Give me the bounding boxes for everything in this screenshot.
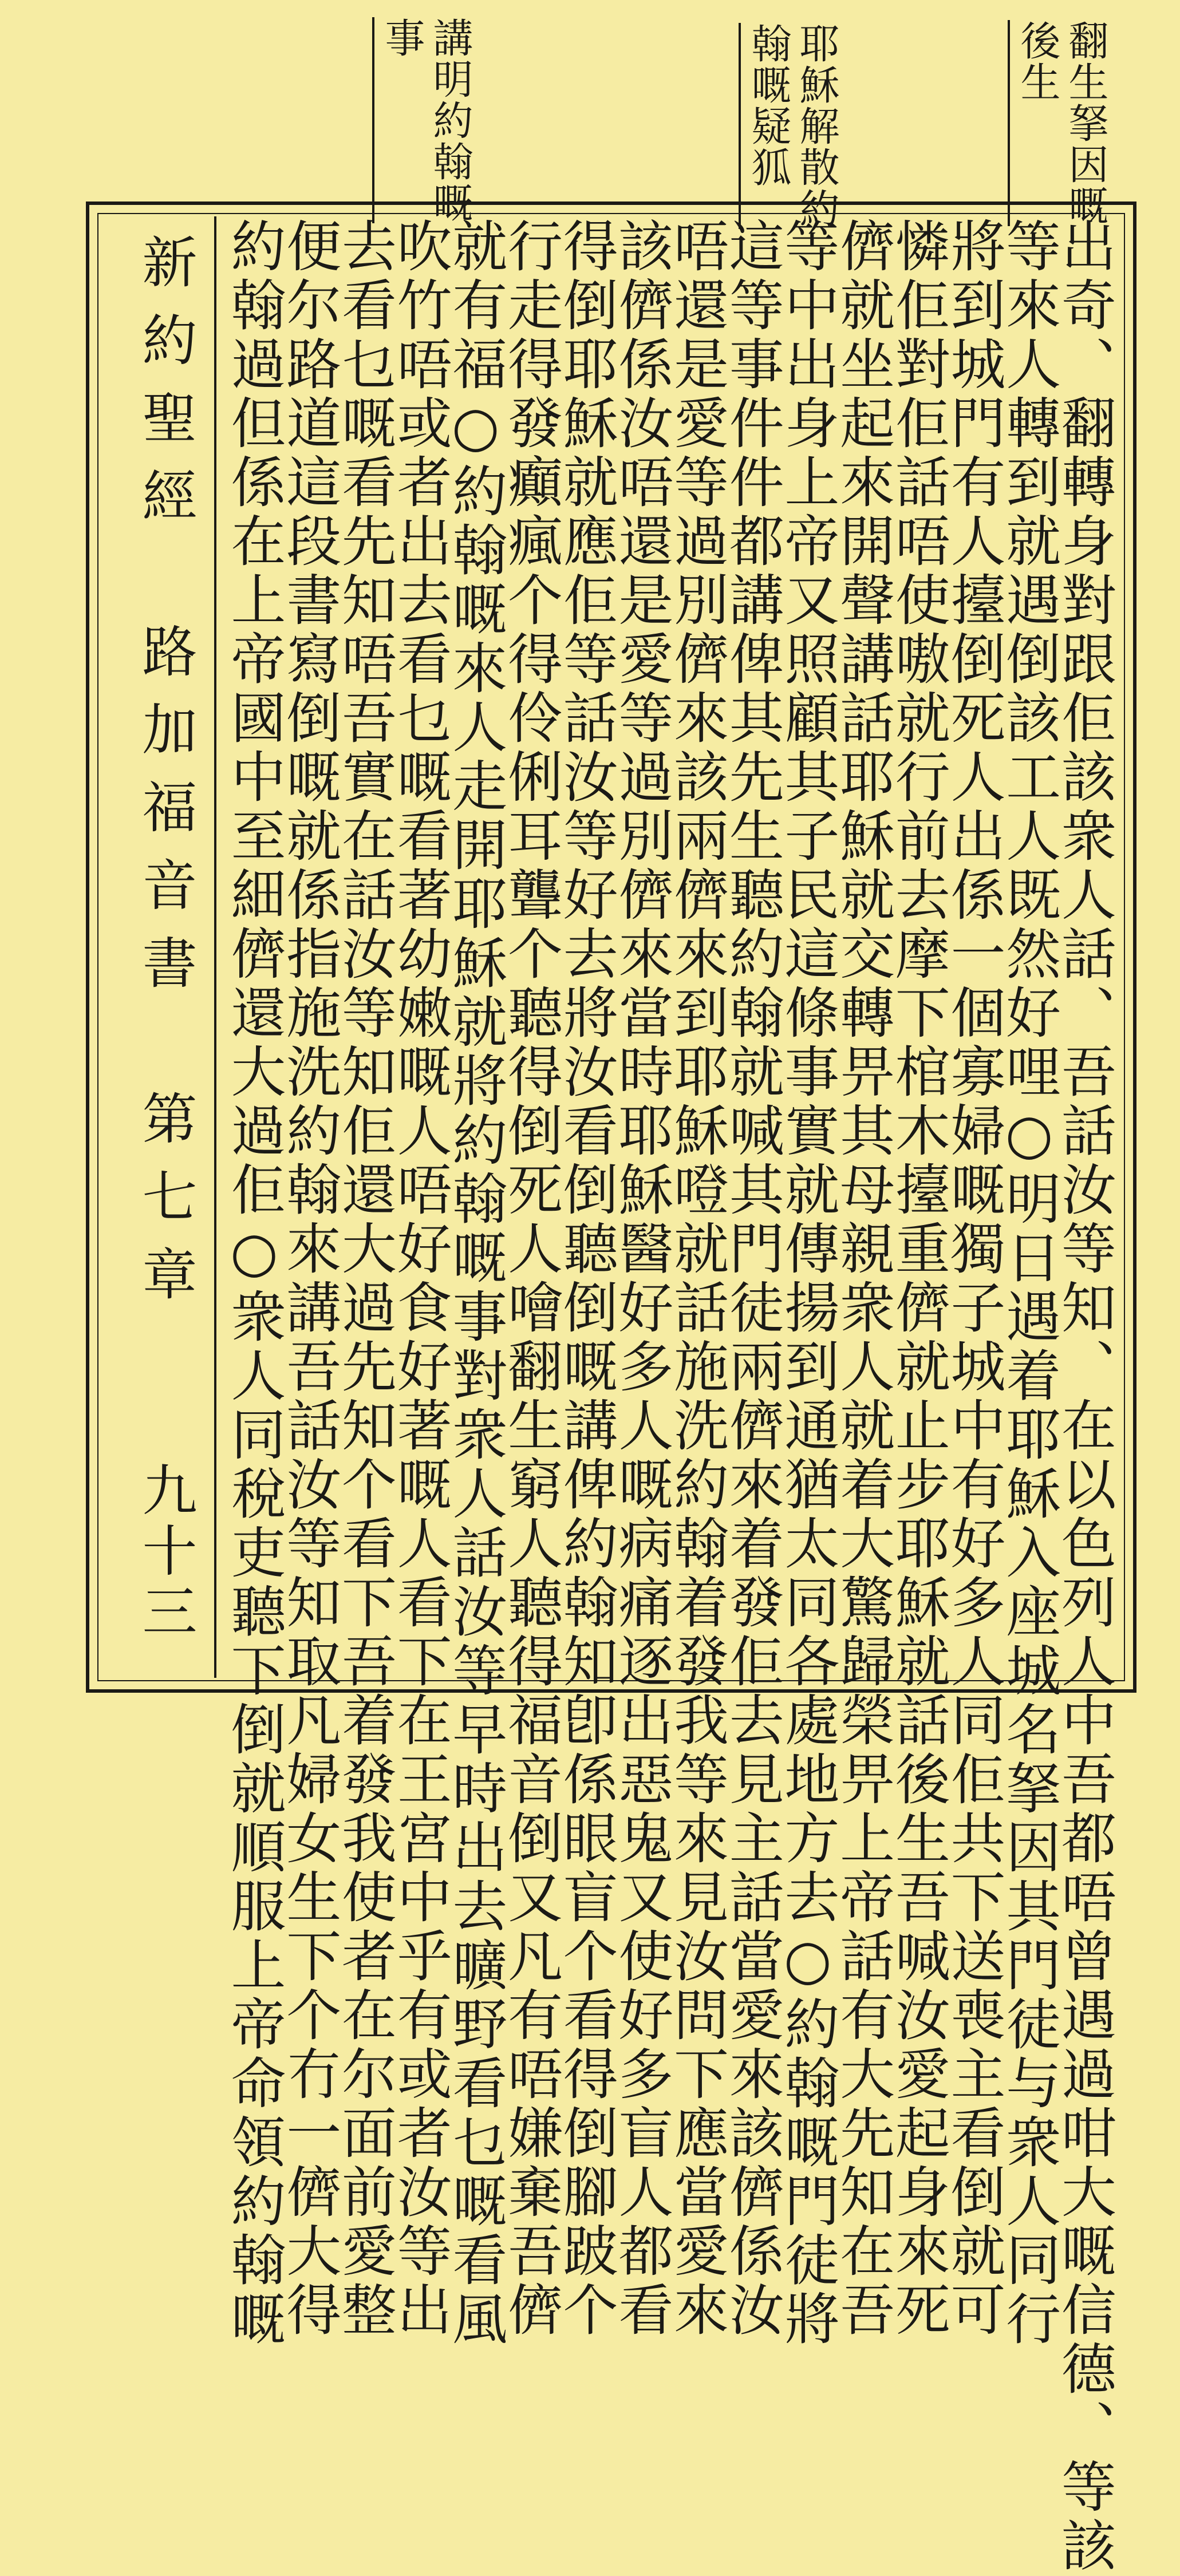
head-note-line: 翻生拏因嘅	[1062, 20, 1109, 226]
text-column: 行走得發癲瘋个得伶俐耳聾个聽得倒死人噲翻生窮人聽得福音倒又凡有唔嫌棄吾儕	[499, 218, 563, 2340]
text-column: 便尔路道這段書寫倒嘅就係指施洗約翰來講吾話汝等知取凡婦女生下个冇一儕大得	[277, 218, 342, 2340]
main-text-block	[222, 218, 1117, 2576]
margin-column	[111, 216, 216, 1678]
text-column: 等中出身上帝又照顧其子民這條事實就傳揚到通猶太同各處地方去○約翰嘅門徒將	[775, 218, 840, 2349]
text-column: 去看乜嘅看先知唔吾實在話汝等知佢還大過先知个看下吾着發我使者在尔面前愛整	[333, 218, 397, 2340]
text-column: 就有福○約翰嘅來人走開耶穌就將約翰嘅事對衆人話汝等早時出去曠野看乜嘅看風	[443, 218, 508, 2349]
text-column: 得倒耶穌就應佢等話汝等好去將汝看倒聽倒嘅講俾約翰知卽係眼盲个看得倒腳跛个	[554, 218, 619, 2340]
running-head: 新約聖經 路加福音書 第七章	[133, 234, 198, 1323]
text-column: 將到城門有人擡倒死人出係一個寡婦嘅獨子城中有好多人同佢共下送喪主看倒就可	[941, 218, 1006, 2340]
text-column: 吹竹唔或者出去看乜嘅看著幼嫩嘅人唔好食好著嘅人看下在王宮中乎有或者汝等出	[388, 218, 453, 2340]
text-column: 等來人轉到就遇倒該工人既然好哩○明日遇着耶穌入座城名拏因其門徒与衆人同行	[997, 218, 1061, 2349]
head-note-line: 翰嘅疑狐	[745, 23, 792, 188]
head-note	[739, 23, 840, 229]
text-column: 儕就坐起來開聲講話耶穌就交轉畀其母親衆人就着大驚歸榮畀上帝話有大先知在吾	[831, 218, 895, 2340]
head-note	[1008, 20, 1110, 226]
text-column: 出奇、翻轉身對跟佢該衆人話、吾話汝等知、在以色列人中吾都唔曾遇過咁大嘅信德、等該	[1052, 218, 1117, 2576]
head-note-line: 後生	[1014, 20, 1061, 102]
text-column: 唔還是愛等過別儕來該兩儕來到耶穌噔就話施洗約翰着發我等來見汝問下應當愛來	[665, 218, 729, 2340]
head-note-line: 耶穌解散約	[793, 23, 840, 229]
head-note-line: 講明約翰嘅	[427, 17, 473, 223]
text-column: 約翰過但係在上帝國中至細儕還大過佢○衆人同稅吏聽下倒就順服上帝命領約翰嘅	[222, 218, 286, 2349]
text-column: 該儕係汝唔還是愛等過別儕來當時耶穌醫好多人嘅病痛逐出惡鬼又使好多盲人都看	[609, 218, 674, 2340]
text-column: 憐佢對佢話唔使嗷就行前去摩下棺木擡重儕就止步耶穌就話後生吾喊汝愛起身來死	[886, 218, 951, 2340]
head-note	[372, 17, 474, 223]
folio-page-number: 九十三	[133, 1461, 198, 1643]
head-note-line: 事	[378, 17, 425, 58]
text-column: 這等事件件都講俾其先生聽約翰就喊其門徒兩儕來着發佢去見主話當愛來該儕係汝	[720, 218, 785, 2340]
page-frame	[86, 202, 1136, 2576]
